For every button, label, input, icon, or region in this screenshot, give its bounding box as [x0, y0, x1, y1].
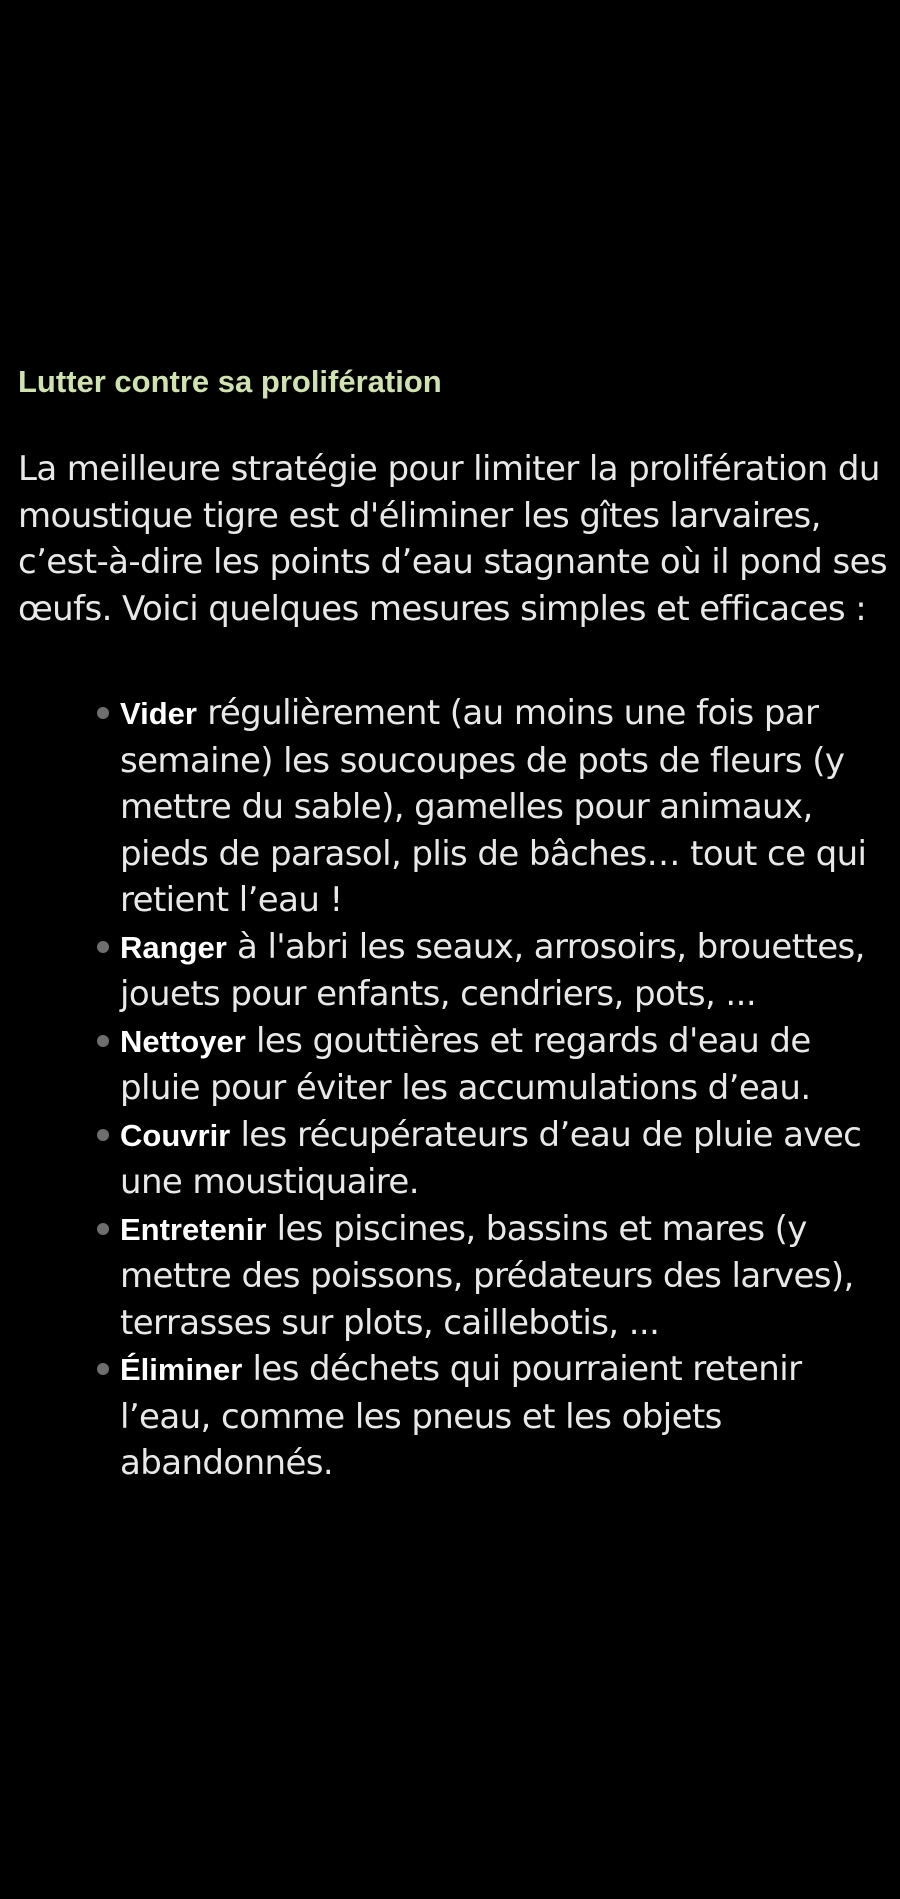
- bullet-icon: [97, 1363, 109, 1375]
- measure-text: les récupérateurs d’eau de pluie avec une moustiquaire.: [120, 1114, 862, 1202]
- measure-keyword: Couvrir: [120, 1117, 231, 1153]
- list-item: [120, 924, 890, 1018]
- list-item: [120, 1112, 890, 1206]
- measure-text: régulièrement (au moins une fois par semaine) les soucoupes de pots de fleurs (y mettre du sable), gamelles pour animaux, pieds de parasol, plis de bâches… tout ce qui retient l’eau !: [120, 693, 867, 920]
- measure-text: les piscines, bassins et mares (y mettre des poissons, prédateurs des larves), terrasses sur plots, caillebotis, ...: [120, 1208, 854, 1343]
- list-item: [120, 1206, 890, 1347]
- section-heading: Lutter contre sa prolifération: [18, 364, 442, 399]
- measure-text: à l'abri les seaux, arrosoirs, brouettes, jouets pour enfants, cendriers, pots, ...: [120, 926, 865, 1014]
- bullet-icon: [97, 1035, 109, 1047]
- list-item: [120, 1018, 890, 1112]
- list-item: [120, 690, 890, 924]
- measure-keyword: Ranger: [120, 929, 227, 965]
- measure-keyword: Nettoyer: [120, 1023, 246, 1059]
- measure-keyword: Vider: [120, 696, 197, 731]
- article-content: [18, 356, 890, 1487]
- bullet-icon: [97, 707, 109, 719]
- intro-paragraph: La meilleure stratégie pour limiter la prolifération du moustique tigre est d'éliminer les gîtes larvaires, c’est-à-dire les points d’eau stagnante où il pond ses œufs. Voici quelques mesures simples et efficaces :: [18, 449, 888, 629]
- bullet-icon: [97, 1129, 109, 1141]
- measures-list: [18, 690, 890, 1487]
- measure-keyword: Éliminer: [120, 1352, 243, 1387]
- bullet-icon: [97, 1223, 109, 1235]
- measure-keyword: Entretenir: [120, 1211, 267, 1247]
- list-item: [120, 1346, 890, 1487]
- bullet-icon: [97, 941, 109, 953]
- measure-text: les déchets qui pourraient retenir l’eau, comme les pneus et les objets abandonnés.: [120, 1349, 802, 1483]
- measure-text: les gouttières et regards d'eau de pluie pour éviter les accumulations d’eau.: [120, 1020, 811, 1108]
